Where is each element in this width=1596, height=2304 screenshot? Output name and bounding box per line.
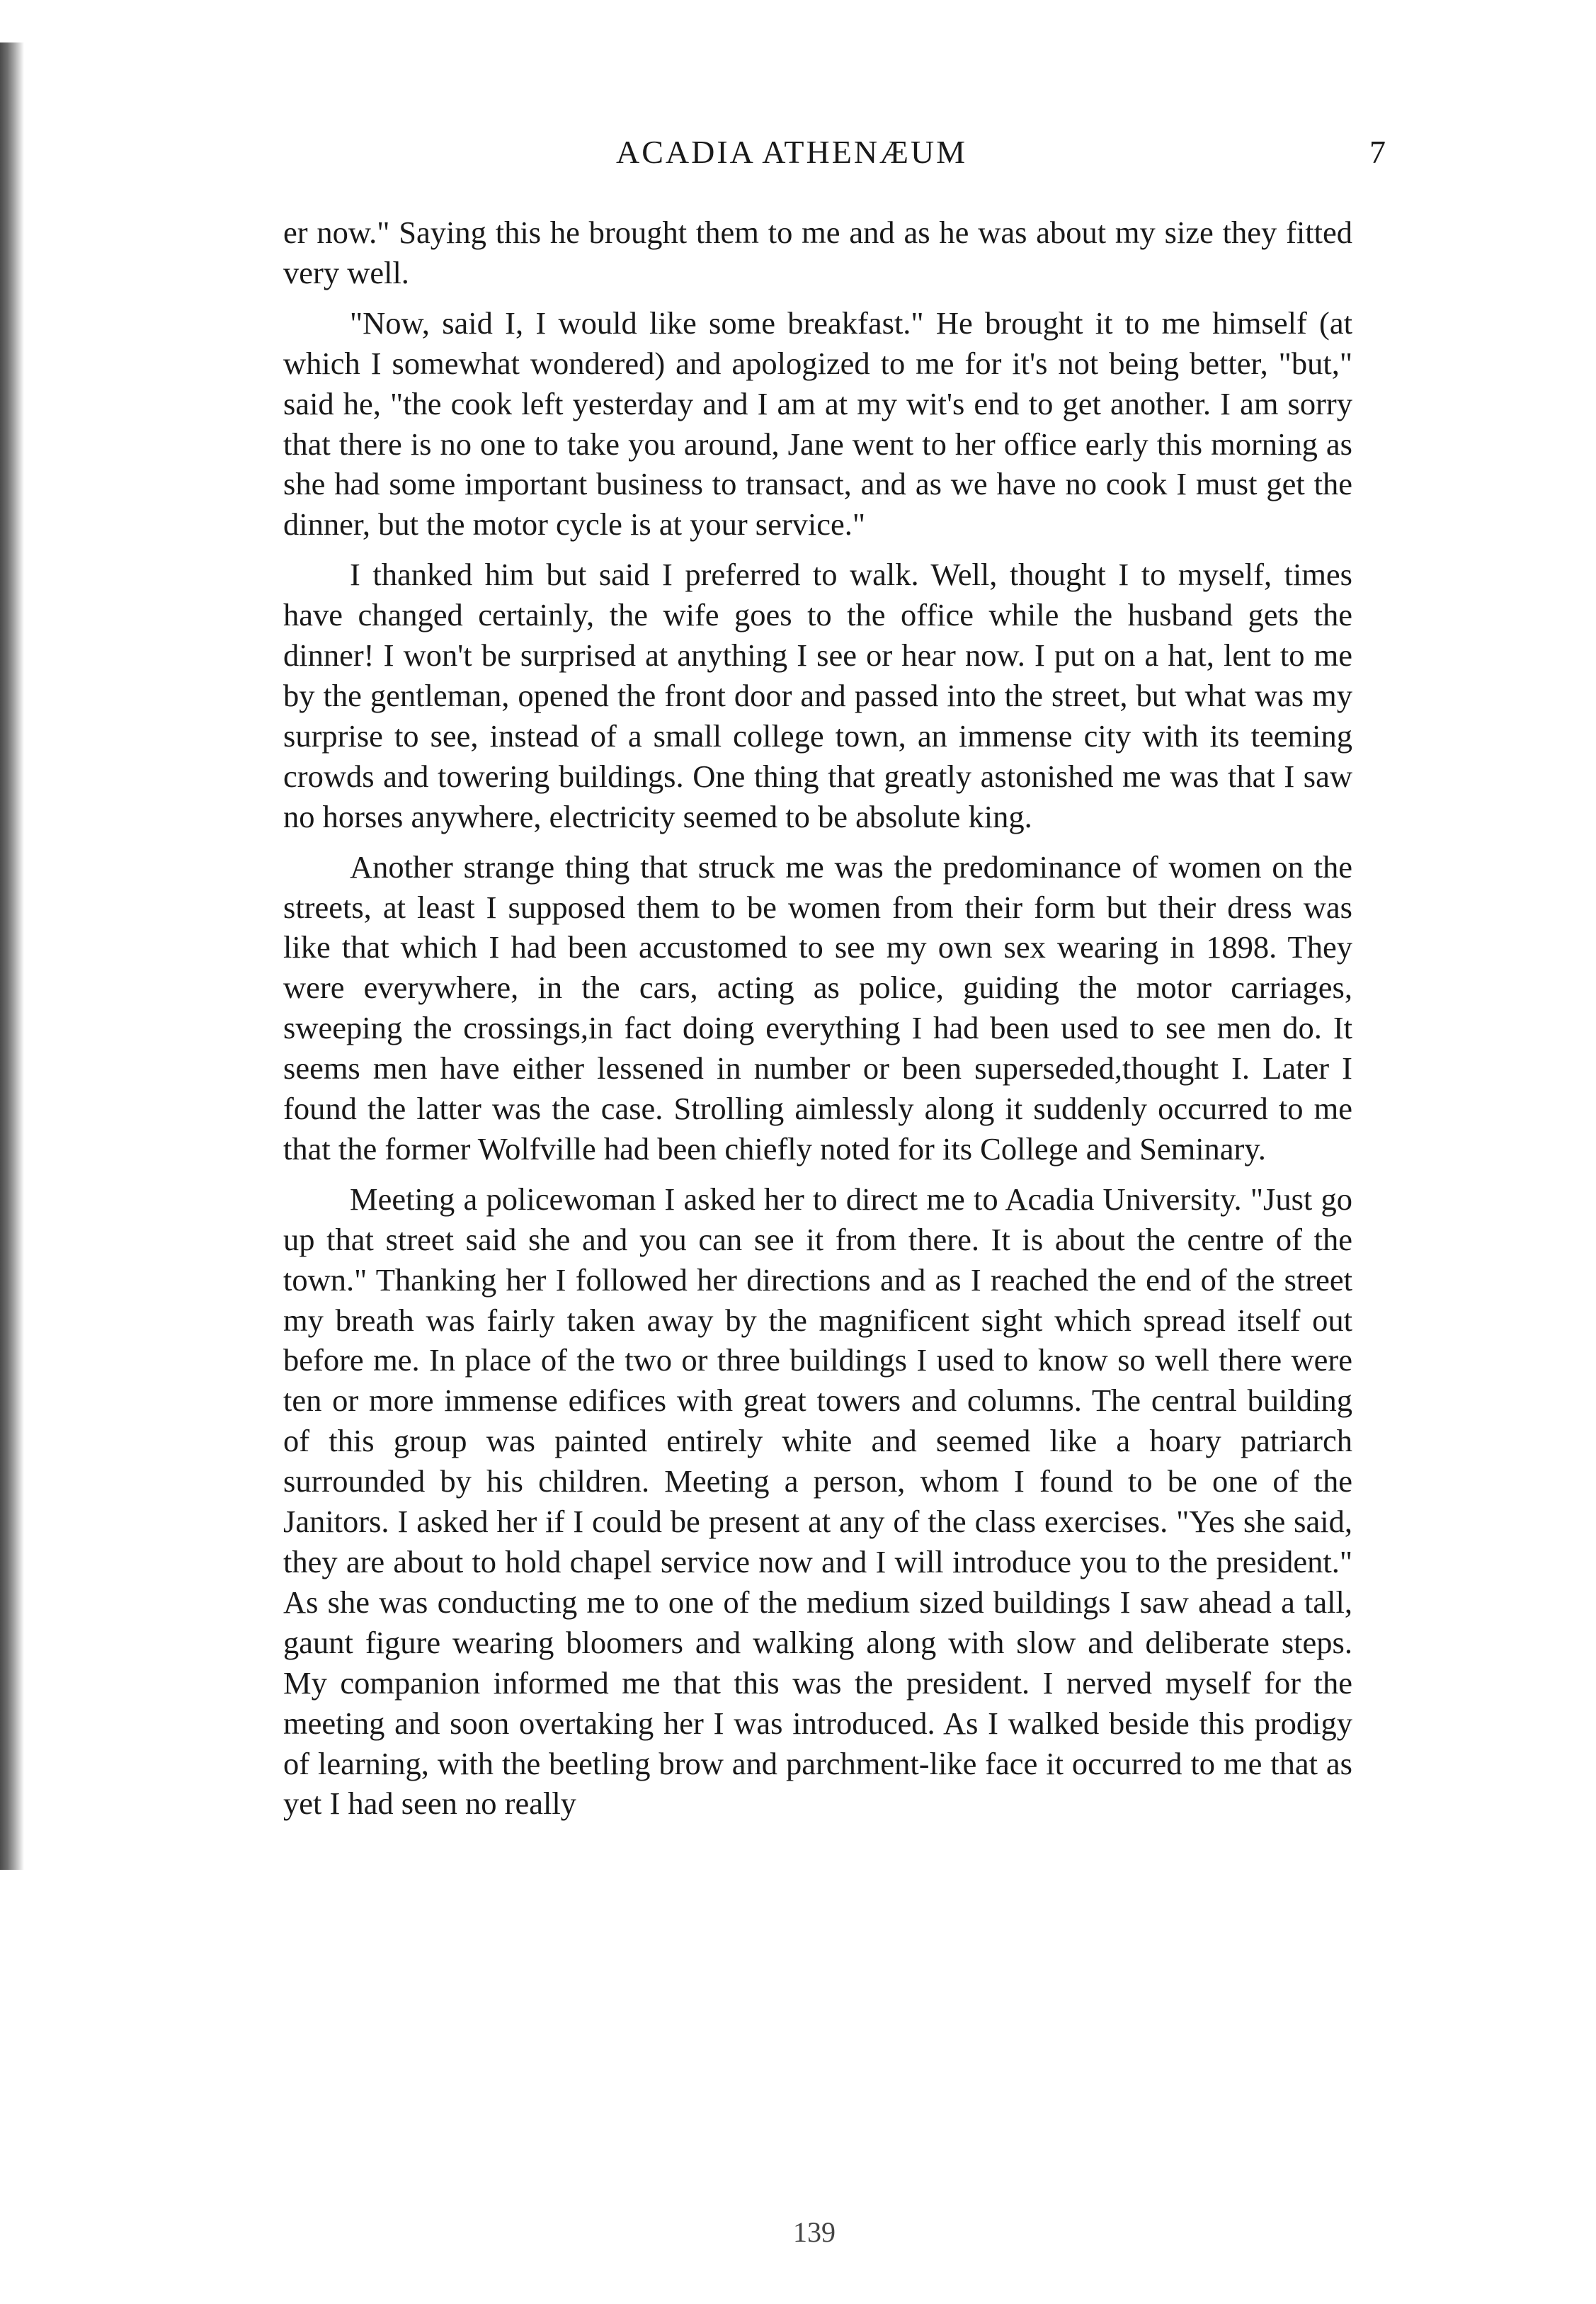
paragraph-3: I thanked him but said I preferred to walk. Well, thought I to myself, times have changed certainly, the wife goes to the office while the husband gets the dinner! I won't be surprised at anything I see or hear now. I put on a hat, lent to me by the gentleman, opened the front door and passed into the street, but what was my surprise to see, instead of a small college town, an immense city with its teeming crowds and towering buildings. One thing that greatly astonished me was that I saw no horses anywhere, electricity seemed to be absolute king. <box>283 557 1352 834</box>
folio-number: 139 <box>793 2216 836 2248</box>
page-number: 7 <box>1369 134 1388 170</box>
binding-edge-shadow <box>0 42 24 1870</box>
body-text <box>283 212 1352 1834</box>
running-head: ACADIA ATHENÆUM <box>616 134 968 170</box>
paragraph-4: Another strange thing that struck me was the predominance of women on the streets, at least I supposed them to be women from their form but their dress was like that which I had been accustomed to see my own sex wearing in 1898. They were everywhere, in the cars, acting as police, guiding the motor carriages, sweeping the crossings,in fact doing everything I had been used to see men do. It seems men have either lessened in number or been superseded,thought I. Later I found the latter was the case. Strolling aimlessly along it suddenly occurred to me that the former Wolfville had been chiefly noted for its College and Seminary. <box>283 849 1352 1167</box>
paragraph-5: Meeting a policewoman I asked her to direct me to Acadia University. "Just go up that street said she and you can see it from there. It is about the centre of the town." Thanking her I followed her directions and as I reached the end of the street my breath was fairly taken away by the magnificent sight which spread itself out before me. In place of the two or three buildings I used to know so well there were ten or more immense edifices with great towers and columns. The central building of this group was painted entirely white and seemed like a hoary patriarch surrounded by his children. Meeting a person, whom I found to be one of the Janitors. I asked her if I could be present at any of the class exercises. "Yes she said, they are about to hold chapel service now and I will introduce you to the president." As she was conducting me to one of the medium sized buildings I saw ahead a tall, gaunt figure wearing bloomers and walking along with slow and deliberate steps. My companion informed me that this was the president. I nerved myself for the meeting and soon overtaking her I was introduced. As I walked beside this prodigy of learning, with the beetling brow and parchment-like face it occurred to me that as yet I had seen no really <box>283 1181 1352 1822</box>
paragraph-2: "Now, said I, I would like some breakfast." He brought it to me himself (at which I somewhat wondered) and apologized to me for it's not being better, "but," said he, "the cook left yesterday and I am at my wit's end to get another. I am sorry that there is no one to take you around, Jane went to her office early this morning as she had some important business to transact, and as we have no cook I must get the dinner, but the motor cycle is at your service." <box>283 305 1352 543</box>
paragraph-1: er now." Saying this he brought them to me and as he was about my size they fitted very well. <box>283 215 1352 290</box>
page-header <box>283 133 1388 183</box>
